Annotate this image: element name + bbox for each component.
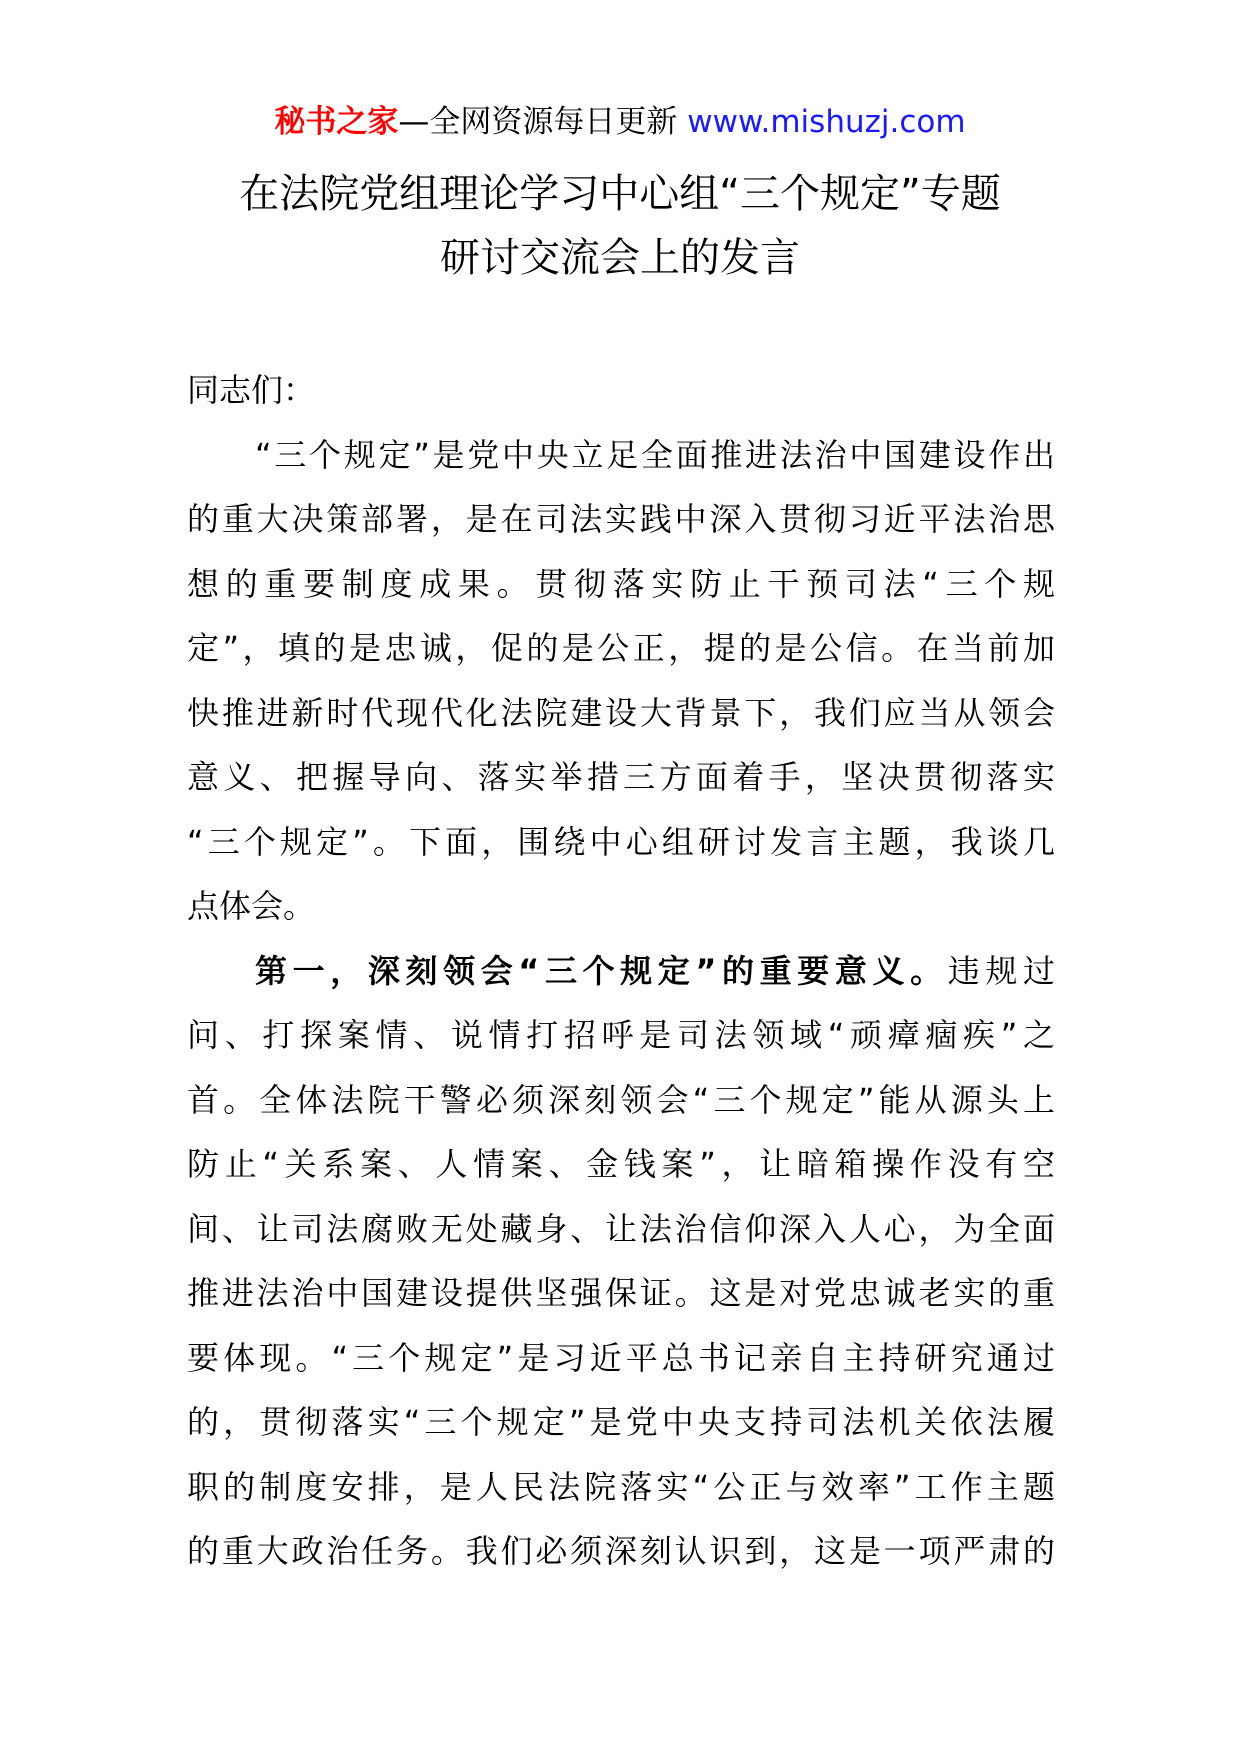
section-heading: 第一，深刻领会“三个规定”的重要意义。 [255,951,948,990]
brand-slogan: —全网资源每日更新 [398,104,678,140]
paragraph-2 [187,939,1055,1584]
paragraph-1 [187,423,1055,939]
paragraph-line: 想的重要制度成果。贯彻落实防止干预司法“三个规 [187,564,1055,603]
paragraph-line: 问、打探案情、说情打招呼是司法领域“顽瘴痼疾”之 [187,1016,1055,1054]
title-line-2: 研讨交流会上的发言 [440,235,800,281]
paragraph-line [187,939,1055,1004]
brand-name: 秘书之家 [274,104,399,140]
title-line-1: 在法院党组理论学习中心组“三个规定”专题 [239,171,1001,217]
paragraph-line: 的，贯彻落实“三个规定”是党中央支持司法机关依法履 [187,1403,1055,1441]
watermark-header [0,100,1240,144]
paragraph-line: 要体现。“三个规定”是习近平总书记亲自主持研究通过 [187,1338,1055,1377]
paragraph-text: 违规过 [947,951,1055,990]
paragraph-line: 首。全体法院干警必须深刻领会“三个规定”能从源头上 [187,1080,1055,1119]
paragraph-line: 定”，填的是忠诚，促的是公正，提的是公信。在当前加 [187,629,1055,667]
paragraph-line: 间、让司法腐败无处藏身、让法治信仰深入人心，为全面 [187,1209,1055,1248]
paragraph-line: 意义、把握导向、落实举措三方面着手，坚决贯彻落实 [187,758,1055,796]
document-title [150,162,1090,290]
paragraph-line: “三个规定”是党中央立足全面推进法治中国建设作出 [255,435,1055,474]
paragraph-line: “三个规定”。下面，围绕中心组研讨发言主题，我谈几 [187,822,1055,861]
paragraph-line: 的重大决策部署，是在司法实践中深入贯彻习近平法治思 [187,500,1055,538]
document-body [187,358,1055,1584]
paragraph-line: 的重大政治任务。我们必须深刻认识到，这是一项严肃的 [187,1532,1055,1570]
paragraph-line: 职的制度安排，是人民法院落实“公正与效率”工作主题 [187,1467,1055,1506]
paragraph-line: 快推进新时代现代化法院建设大背景下，我们应当从领会 [187,693,1055,732]
salutation: 同志们： [187,371,316,409]
paragraph-line: 防止“关系案、人情案、金钱案”，让暗箱操作没有空 [187,1145,1055,1183]
paragraph-line: 推进法治中国建设提供坚强保证。这是对党忠诚老实的重 [187,1274,1055,1312]
site-link[interactable]: www.mishuzj.com [687,104,966,140]
paragraph-line: 点体会。 [187,887,316,925]
